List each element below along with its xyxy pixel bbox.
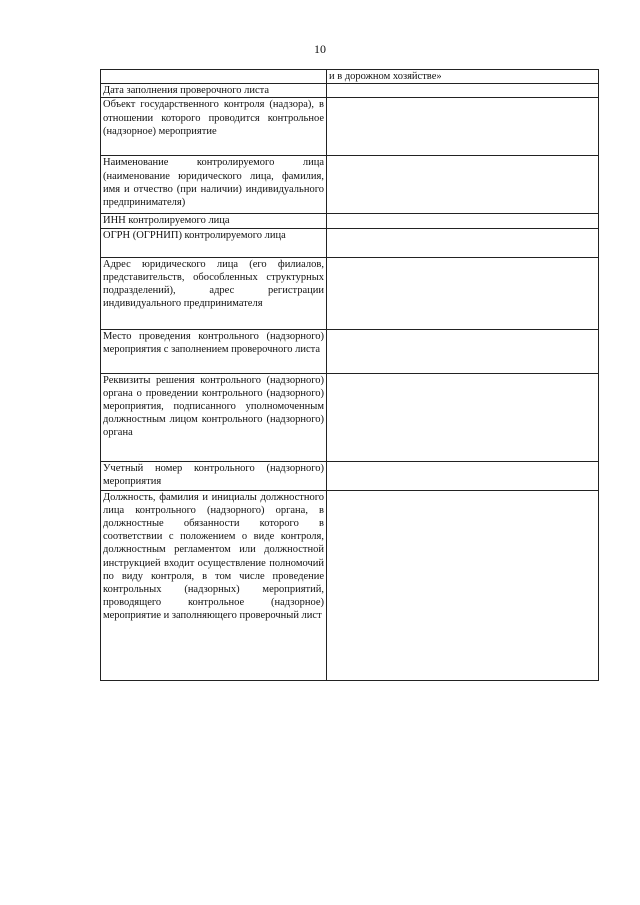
- table-row: [101, 84, 599, 98]
- header-empty-cell: [101, 70, 327, 84]
- row-value-legal-address: [327, 257, 599, 329]
- row-label-control-object: Объект государственного контроля (надзора), в отношении которого проводится контрольное (надзорное) мероприятие: [101, 98, 327, 156]
- row-label-decision-details: Реквизиты решения контрольного (надзорного) органа о проведении контрольного (надзорного) мероприятия, подписанного уполномоченным должностным лицом контрольного (надзорного) органа: [101, 373, 327, 461]
- table-row: [101, 214, 599, 228]
- row-label-legal-address: Адрес юридического лица (его филиалов, представительств, обособленных структурных подразделений), адрес регистрации индивидуального предпринимателя: [101, 257, 327, 329]
- row-value-official-position: [327, 490, 599, 680]
- row-label-ogrn: ОГРН (ОГРНИП) контролируемого лица: [101, 228, 327, 257]
- row-value-event-place: [327, 329, 599, 373]
- row-value-ogrn: [327, 228, 599, 257]
- row-label-event-place: Место проведения контрольного (надзорного) мероприятия с заполнением проверочного листа: [101, 329, 327, 373]
- row-value-control-object: [327, 98, 599, 156]
- table-header-row: [101, 70, 599, 84]
- row-value-fill-date: [327, 84, 599, 98]
- table-row: [101, 490, 599, 680]
- page-number: 10: [314, 42, 326, 56]
- table-row: [101, 373, 599, 461]
- table-row: [101, 257, 599, 329]
- row-label-official-position: Должность, фамилия и инициалы должностного лица контрольного (надзорного) органа, в должностные обязанности которого в соответствии с положением о виде контроля, должностным регламентом или должностной инструкцией входит осуществление полномочий по виду контроля, в том числе проведение контрольных (надзорных) мероприятий, проводящего контрольное (надзорное) мероприятие и заполняющего проверочный лист: [101, 490, 327, 680]
- row-label-fill-date: Дата заполнения проверочного листа: [101, 84, 327, 98]
- row-label-registration-number: Учетный номер контрольного (надзорного) мероприятия: [101, 461, 327, 490]
- header-continuation-cell: и в дорожном хозяйстве»: [327, 70, 599, 84]
- row-label-controlled-person-name: Наименование контролируемого лица (наименование юридического лица, фамилия, имя и отчество (при наличии) индивидуального предпринимателя): [101, 156, 327, 214]
- table-row: [101, 156, 599, 214]
- row-value-registration-number: [327, 461, 599, 490]
- row-value-inn: [327, 214, 599, 228]
- row-value-decision-details: [327, 373, 599, 461]
- table-row: [101, 98, 599, 156]
- row-value-controlled-person-name: [327, 156, 599, 214]
- row-label-inn: ИНН контролируемого лица: [101, 214, 327, 228]
- table-row: [101, 461, 599, 490]
- inspection-checklist-table: [100, 69, 599, 681]
- table-row: [101, 329, 599, 373]
- table-row: [101, 228, 599, 257]
